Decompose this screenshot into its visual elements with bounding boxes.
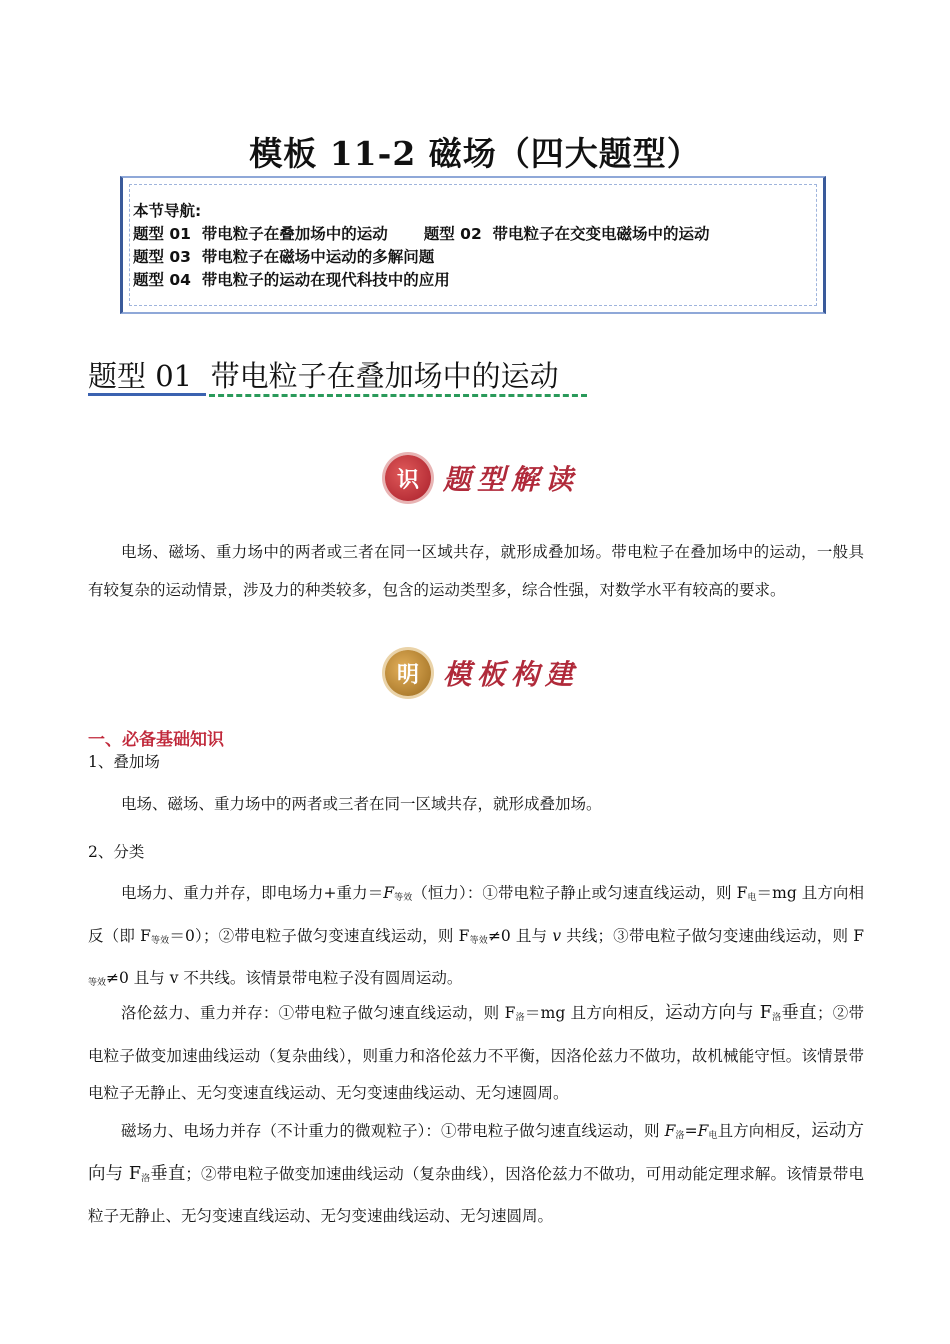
intro-paragraph: 电场、磁场、重力场中的两者或三者在同一区域共存，就形成叠加场。带电粒子在叠加场中的运动，一般具有较复杂的运动情景，涉及力的种类较多，包含的运动类型多，综合性强，对数学水平有较高的要求。 xyxy=(88,543,864,599)
classification-paragraph-2: 洛伦兹力、重力并存：①带电粒子做匀速直线运动，则 $F_洛=mg$ 且方向相反，运动方向与 $F_洛$垂直；②带电粒子做变加速曲线运动（复杂曲线），则重力和洛伦兹力不平衡，因洛伦兹力不做功，故机械能守恒。该情景带电粒子无静止、无匀变速直线运动、无匀变速曲线运动、无匀速圆周。 xyxy=(88,1003,864,1102)
section-navigation-box xyxy=(120,176,826,314)
classification-paragraph-1: 电场力、重力并存，即电场力+重力$=F_{等效}$（恒力）：①带电粒子静止或匀速直线运动，则 $F_电=mg$ 且方向相反（即 $F_{等效}=0$）；②带电粒子做匀变速直线运动，则 $F_{等效}\ne 0$ 且与 v 共线；③带电粒子做匀变速曲线运动，则 $F_{等效}\ne 0$ 且与 v 不共线。该情景带电粒子没有圆周运动。 xyxy=(88,884,864,988)
item-1-heading: 1、叠加场 xyxy=(88,753,160,771)
heading-underline-green-dashed xyxy=(209,394,587,397)
badge-label: 模板构建 xyxy=(443,658,580,691)
badge-label: 题型解读 xyxy=(443,463,580,496)
seal-icon: 明 xyxy=(385,650,431,696)
badge-template-construction xyxy=(385,650,579,696)
classification-paragraph-3: 磁场力、电场力并存（不计重力的微观粒子）：①带电粒子做匀速直线运动，则 $F_洛=F_电$且方向相反，运动方向与 $F_洛$垂直；②带电粒子做变加速曲线运动（复杂曲线），因洛伦兹力不做功，可用动能定理求解。该情景带电粒子无静止、无匀变速直线运动、无匀变速曲线运动、无匀速圆周。 xyxy=(88,1121,864,1225)
nav-heading: 本节导航: xyxy=(133,202,202,220)
item-1-text: 电场、磁场、重力场中的两者或三者在同一区域共存，就形成叠加场。 xyxy=(121,795,602,813)
badge-question-interpretation xyxy=(385,455,579,501)
nav-item-03[interactable]: 题型 03 带电粒子在磁场中运动的多解问题 xyxy=(133,248,435,266)
nav-item-02[interactable]: 题型 02 带电粒子在交变电磁场中的运动 xyxy=(423,225,710,243)
item-2-heading: 2、分类 xyxy=(88,843,145,861)
nav-item-01[interactable]: 题型 01 带电粒子在叠加场中的运动 xyxy=(133,225,388,243)
seal-icon: 识 xyxy=(385,455,431,501)
heading-underline-blue xyxy=(88,393,206,396)
section-heading-01: 题型 01 带电粒子在叠加场中的运动 xyxy=(88,359,559,393)
nav-content xyxy=(133,200,710,292)
nav-item-04[interactable]: 题型 04 带电粒子的运动在现代科技中的应用 xyxy=(133,271,450,289)
page-title: 模板 11-2 磁场（四大题型） xyxy=(249,134,701,173)
knowledge-heading: 一、必备基础知识 xyxy=(88,730,224,750)
